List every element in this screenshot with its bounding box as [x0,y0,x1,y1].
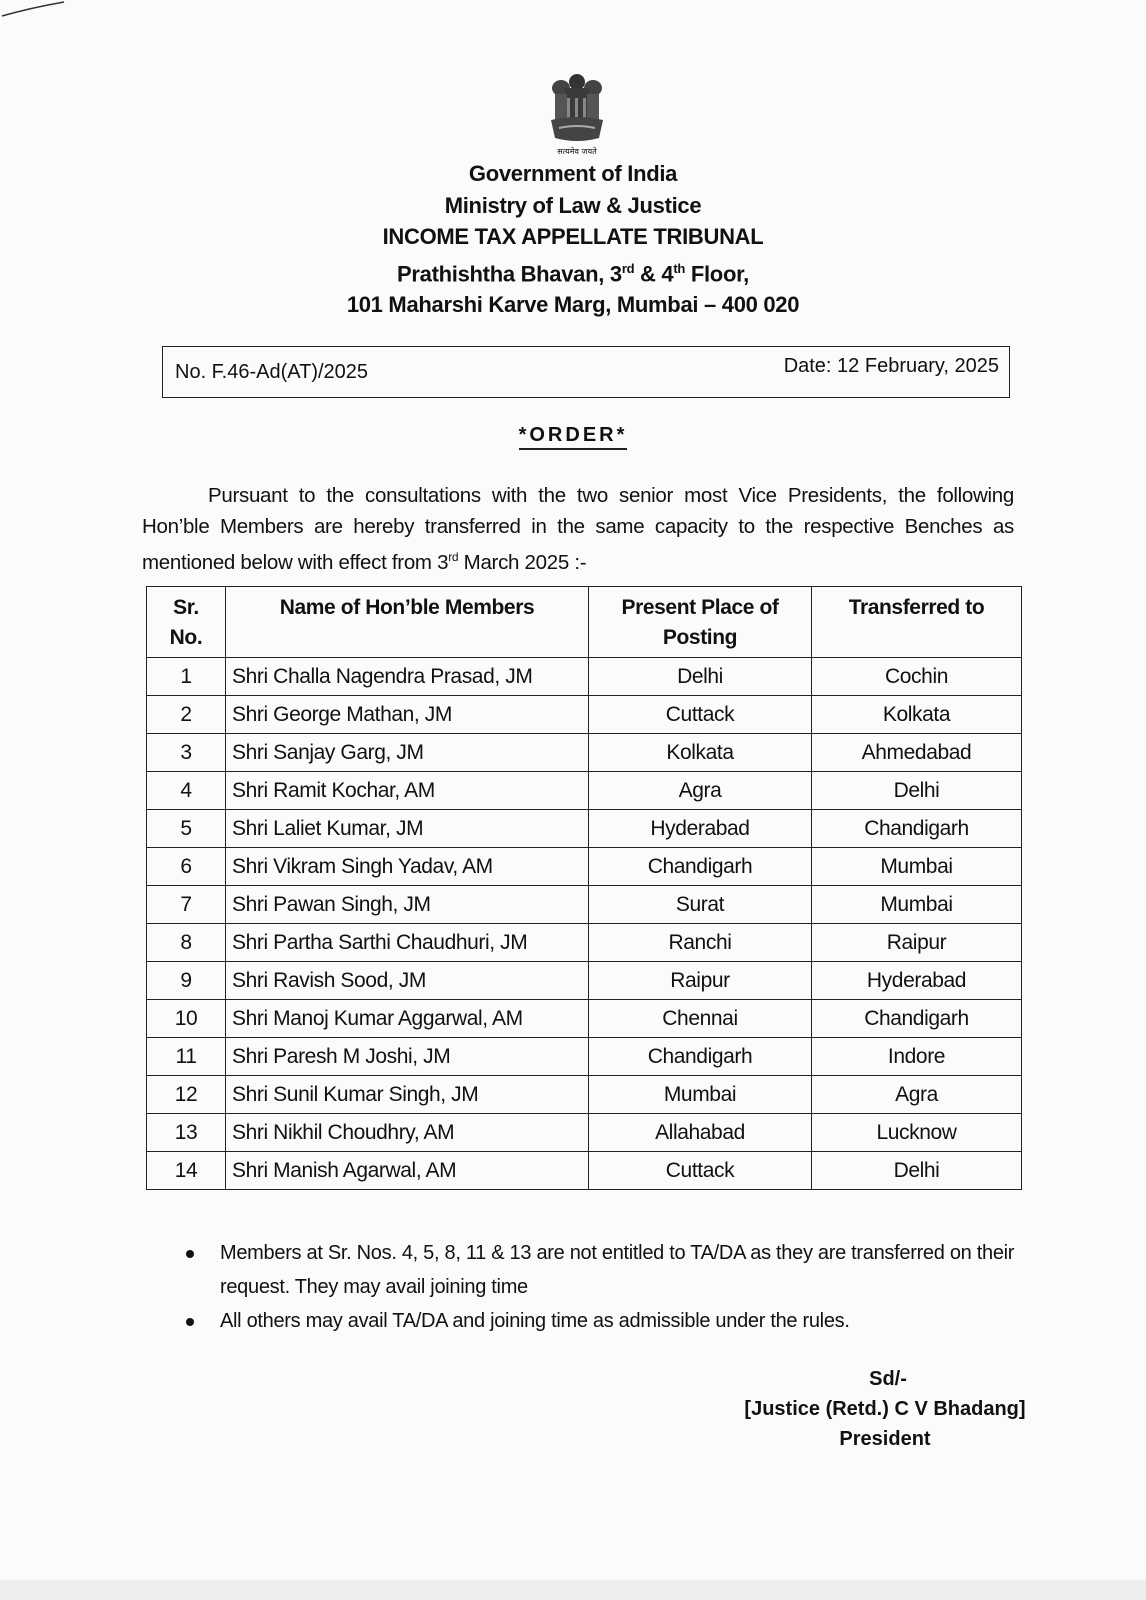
cell-sr-no: 4 [147,772,226,810]
letterhead-building [300,253,846,290]
table-row [147,810,1022,848]
letterhead-organization: INCOME TAX APPELLATE TRIBUNAL [382,224,764,249]
table-row [147,848,1022,886]
cell-transferred-to: Delhi [812,1152,1022,1190]
cell-transferred-to: Chandigarh [812,810,1022,848]
cell-sr-no: 5 [147,810,226,848]
reference-number: No. F.46-Ad(AT)/2025 [175,361,369,383]
table-row [147,734,1022,772]
cell-sr-no: 10 [147,1000,226,1038]
table-row [147,1114,1022,1152]
cell-present-posting: Mumbai [589,1076,812,1114]
cell-sr-no: 14 [147,1152,226,1190]
cell-member-name: Shri Manish Agarwal, AM [226,1152,589,1190]
cell-member-name: Shri Challa Nagendra Prasad, JM [226,658,589,696]
cell-present-posting: Raipur [589,962,812,1000]
signature-sd: Sd/- [869,1368,907,1390]
cell-member-name: Shri Paresh M Joshi, JM [226,1038,589,1076]
cell-sr-no: 7 [147,886,226,924]
note-item: All others may avail TA/DA and joining time as admissible under the rules. [186,1304,1036,1338]
cell-member-name: Shri Manoj Kumar Aggarwal, AM [226,1000,589,1038]
cell-member-name: Shri Laliet Kumar, JM [226,810,589,848]
cell-member-name: Shri Ravish Sood, JM [226,962,589,1000]
cell-transferred-to: Ahmedabad [812,734,1022,772]
table-row [147,1000,1022,1038]
ordinal-sup: rd [448,550,459,564]
header-present-posting: Present Place of Posting [589,587,812,658]
intro-text: March 2025 :- [458,550,587,574]
cell-member-name: Shri George Mathan, JM [226,696,589,734]
cell-transferred-to: Kolkata [812,696,1022,734]
cell-present-posting: Allahabad [589,1114,812,1152]
notes-list [186,1236,1036,1338]
signatory-name: [Justice (Retd.) C V Bhadang] [744,1398,1026,1420]
cell-member-name: Shri Nikhil Choudhry, AM [226,1114,589,1152]
cell-present-posting: Chandigarh [589,848,812,886]
table-row [147,1038,1022,1076]
building-text: Prathishtha Bhavan, 3 [397,260,622,286]
header-member-name: Name of Hon’ble Members [226,587,589,658]
intro-paragraph [142,480,1014,578]
state-emblem [541,68,613,158]
cell-present-posting: Ranchi [589,924,812,962]
table-header-row [147,587,1022,658]
cell-sr-no: 9 [147,962,226,1000]
cell-transferred-to: Lucknow [812,1114,1022,1152]
table-row [147,962,1022,1000]
cell-sr-no: 11 [147,1038,226,1076]
cell-transferred-to: Chandigarh [812,1000,1022,1038]
cell-member-name: Shri Vikram Singh Yadav, AM [226,848,589,886]
table-row [147,696,1022,734]
cell-sr-no: 1 [147,658,226,696]
order-title-text: *ORDER* [519,424,628,450]
cell-sr-no: 13 [147,1114,226,1152]
cell-transferred-to: Cochin [812,658,1022,696]
cell-present-posting: Surat [589,886,812,924]
table-row [147,658,1022,696]
cell-transferred-to: Indore [812,1038,1022,1076]
cell-transferred-to: Raipur [812,924,1022,962]
header-transferred-to: Transferred to [812,587,1022,658]
cell-transferred-to: Mumbai [812,848,1022,886]
signature-block [720,1364,1050,1454]
order-date: Date: 12 February, 2025 [783,355,999,377]
cell-sr-no: 6 [147,848,226,886]
pen-mark [0,0,80,20]
cell-member-name: Shri Sunil Kumar Singh, JM [226,1076,589,1114]
national-emblem-icon [541,68,613,158]
table-row [147,772,1022,810]
emblem-motto: सत्यमेव जयते [557,147,597,156]
building-text: & 4 [634,260,674,286]
intro-text: Pursuant to the consultations with the two senior most Vice Presidents, the following Hon’ble Members are hereby transferred in the same capacity to the respective Benches as mentioned below with effect from 3 [142,484,1014,574]
ordinal-sup: rd [621,260,635,276]
reference-box [162,346,1010,398]
order-title [0,424,1146,447]
letterhead [300,158,846,321]
cell-member-name: Shri Sanjay Garg, JM [226,734,589,772]
cell-member-name: Shri Partha Sarthi Chaudhuri, JM [226,924,589,962]
cell-present-posting: Agra [589,772,812,810]
table-row [147,1076,1022,1114]
transfer-table [146,586,1022,1190]
header-sr-no: Sr. No. [147,587,226,658]
table-row [147,924,1022,962]
cell-present-posting: Delhi [589,658,812,696]
cell-member-name: Shri Pawan Singh, JM [226,886,589,924]
cell-transferred-to: Agra [812,1076,1022,1114]
cell-sr-no: 8 [147,924,226,962]
table-row [147,886,1022,924]
ordinal-sup: th [673,260,686,276]
cell-sr-no: 2 [147,696,226,734]
page-bottom-edge [0,1580,1146,1600]
cell-transferred-to: Delhi [812,772,1022,810]
cell-sr-no: 3 [147,734,226,772]
cell-present-posting: Chennai [589,1000,812,1038]
cell-present-posting: Chandigarh [589,1038,812,1076]
cell-present-posting: Cuttack [589,1152,812,1190]
cell-present-posting: Hyderabad [589,810,812,848]
cell-transferred-to: Mumbai [812,886,1022,924]
note-item: Members at Sr. Nos. 4, 5, 8, 11 & 13 are not entitled to TA/DA as they are transferred on their request. They may avail joining time [186,1236,1036,1304]
table-row [147,1152,1022,1190]
letterhead-address: 101 Maharshi Karve Marg, Mumbai – 400 020 [346,292,800,318]
signatory-designation: President [839,1428,931,1450]
cell-sr-no: 12 [147,1076,226,1114]
building-text: Floor, [685,260,749,286]
cell-transferred-to: Hyderabad [812,962,1022,1000]
cell-present-posting: Kolkata [589,734,812,772]
cell-present-posting: Cuttack [589,696,812,734]
cell-member-name: Shri Ramit Kochar, AM [226,772,589,810]
letterhead-ministry: Ministry of Law & Justice [444,192,702,218]
letterhead-government: Government of India [468,161,678,186]
